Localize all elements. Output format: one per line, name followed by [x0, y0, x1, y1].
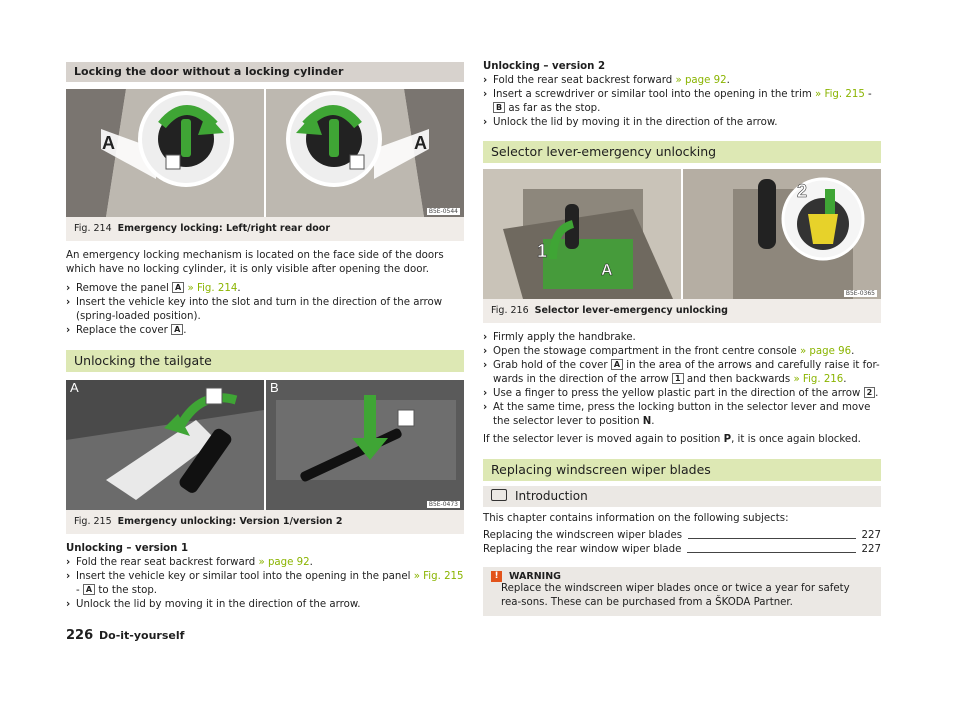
link-fig-216[interactable]: » Fig. 216 [793, 374, 844, 385]
v2-heading: Unlocking – version 2 [483, 61, 606, 72]
link-fig-215[interactable]: » Fig. 215 [413, 571, 464, 582]
book-icon [491, 489, 507, 501]
section-title-wiper-blades: Replacing windscreen wiper blades [483, 459, 881, 481]
fig214-label-right: A [414, 133, 427, 153]
fig216-label-1: 1 [537, 241, 548, 261]
fig216-label-a: A [601, 262, 613, 279]
footer-section: Do-it-yourself [99, 629, 185, 642]
intro-text: This chapter contains information on the following subjects: [483, 513, 789, 524]
box-a: A [83, 584, 95, 595]
figure-215 [66, 380, 464, 510]
section-title-selector-lever: Selector lever-emergency unlocking [483, 141, 881, 163]
section-title-locking-door: Locking the door without a locking cylinder [66, 62, 464, 82]
step-replace-cover: › Replace the cover A . [66, 325, 187, 336]
steps-locking [66, 282, 464, 338]
fig216-caption-text: Selector lever-emergency unlocking [534, 305, 728, 316]
v2-step-fold: › Fold the rear seat backrest forward » page 92. [483, 75, 730, 86]
fig216-caption [483, 299, 881, 323]
s3-note: If the selector lever is moved again to position P, it is once again blocked. [483, 434, 861, 445]
figure-214 [66, 89, 464, 217]
toc-item[interactable]: Replacing the rear window wiper blade 227 [483, 544, 881, 555]
v1-step-insert: › Insert the vehicle key or similar tool into the opening in the panel » Fig. 215 - A to the stop. [66, 571, 464, 596]
box-a: A [611, 359, 623, 370]
link-page-92[interactable]: » page 92 [675, 75, 727, 86]
box-b: B [493, 102, 505, 113]
box-a: A [171, 324, 183, 335]
fig214-image-code: B5E-0544 [428, 208, 458, 215]
step-insert-key: › Insert the vehicle key into the slot and turn in the direction of the arrow (spring-loaded position). [66, 297, 443, 322]
toc-item[interactable]: Replacing the windscreen wiper blades 227 [483, 530, 881, 541]
fig215-label-b: B [270, 380, 279, 395]
v1-heading: Unlocking – version 1 [66, 543, 189, 554]
right-column [483, 0, 881, 616]
warning-box [483, 567, 881, 616]
warning-text: Replace the windscreen wiper blades once or twice a year for safety rea-sons. These can be purchased from a ŠKODA Partner. [501, 583, 850, 608]
fig214-caption [66, 217, 464, 241]
v1-step-fold: › Fold the rear seat backrest forward » page 92. [66, 557, 313, 568]
steps-selector-lever [483, 331, 881, 447]
fig214-caption-text: Emergency locking: Left/right rear door [117, 223, 331, 234]
tailgate-illustration [66, 380, 464, 510]
s3-step-press-lock: › At the same time, press the locking button in the selector lever and move the selector lever to position N. [483, 402, 871, 427]
fig214-number: Fig. 214 [74, 223, 112, 234]
section-title-unlocking-tailgate: Unlocking the tailgate [66, 350, 464, 372]
door-lock-illustration [66, 89, 464, 217]
fig216-number: Fig. 216 [491, 305, 529, 316]
selector-lever-illustration [483, 169, 881, 299]
fig215-caption-text: Emergency unlocking: Version 1/version 2 [117, 516, 343, 527]
fig215-label-a: A [70, 380, 79, 395]
s3-step-open-stowage: › Open the stowage compartment in the front centre console » page 96. [483, 346, 855, 357]
warning-heading: ! WARNING [491, 571, 873, 582]
page-number: 226 [66, 628, 94, 643]
fig215-caption [66, 510, 464, 534]
link-fig-214[interactable]: » Fig. 214 [187, 283, 238, 294]
link-fig-215[interactable]: » Fig. 215 [815, 89, 865, 100]
fig215-image-code: B5E-0473 [428, 501, 458, 508]
box-2: 2 [864, 387, 876, 398]
link-page-96[interactable]: » page 96 [799, 346, 852, 357]
v2-step-unlock: › Unlock the lid by moving it in the direction of the arrow. [483, 117, 778, 128]
s3-step-handbrake: › Firmly apply the handbrake. [483, 332, 636, 343]
intro-title: Introduction [515, 489, 588, 503]
box-1: 1 [672, 373, 684, 384]
unlocking-version-1 [66, 542, 464, 612]
fig215-number: Fig. 215 [74, 516, 112, 527]
s3-step-grab-cover: › Grab hold of the cover A in the area of the arrows and carefully raise it for-wards in the direction of the arrow 1 and then backwards » Fig. 216. [483, 360, 880, 385]
left-column [66, 0, 464, 612]
v2-step-insert: › Insert a screwdriver or similar tool into the opening in the trim » Fig. 215 - B as far as the stop. [483, 89, 872, 114]
warning-icon: ! [491, 571, 502, 582]
s3-step-press-yellow: › Use a finger to press the yellow plastic part in the direction of the arrow 2 . [483, 388, 879, 399]
fig216-image-code: B5E-0365 [845, 290, 875, 297]
paragraph-emergency-locking: An emergency locking mechanism is located on the face side of the doors which have no locking cylinder, it is only visible after opening the door. [66, 250, 444, 275]
figure-216 [483, 169, 881, 299]
fig214-label-left: A [102, 133, 115, 153]
fig216-label-2: 2 [797, 181, 808, 201]
toc-list [483, 529, 881, 557]
step-remove-panel: › Remove the panel A » Fig. 214. [66, 283, 241, 294]
v1-step-unlock: › Unlock the lid by moving it in the direction of the arrow. [66, 599, 361, 610]
box-a: A [172, 282, 184, 293]
unlocking-version-2 [483, 60, 881, 130]
link-page-92[interactable]: » page 92 [258, 557, 310, 568]
intro-heading [483, 486, 881, 507]
